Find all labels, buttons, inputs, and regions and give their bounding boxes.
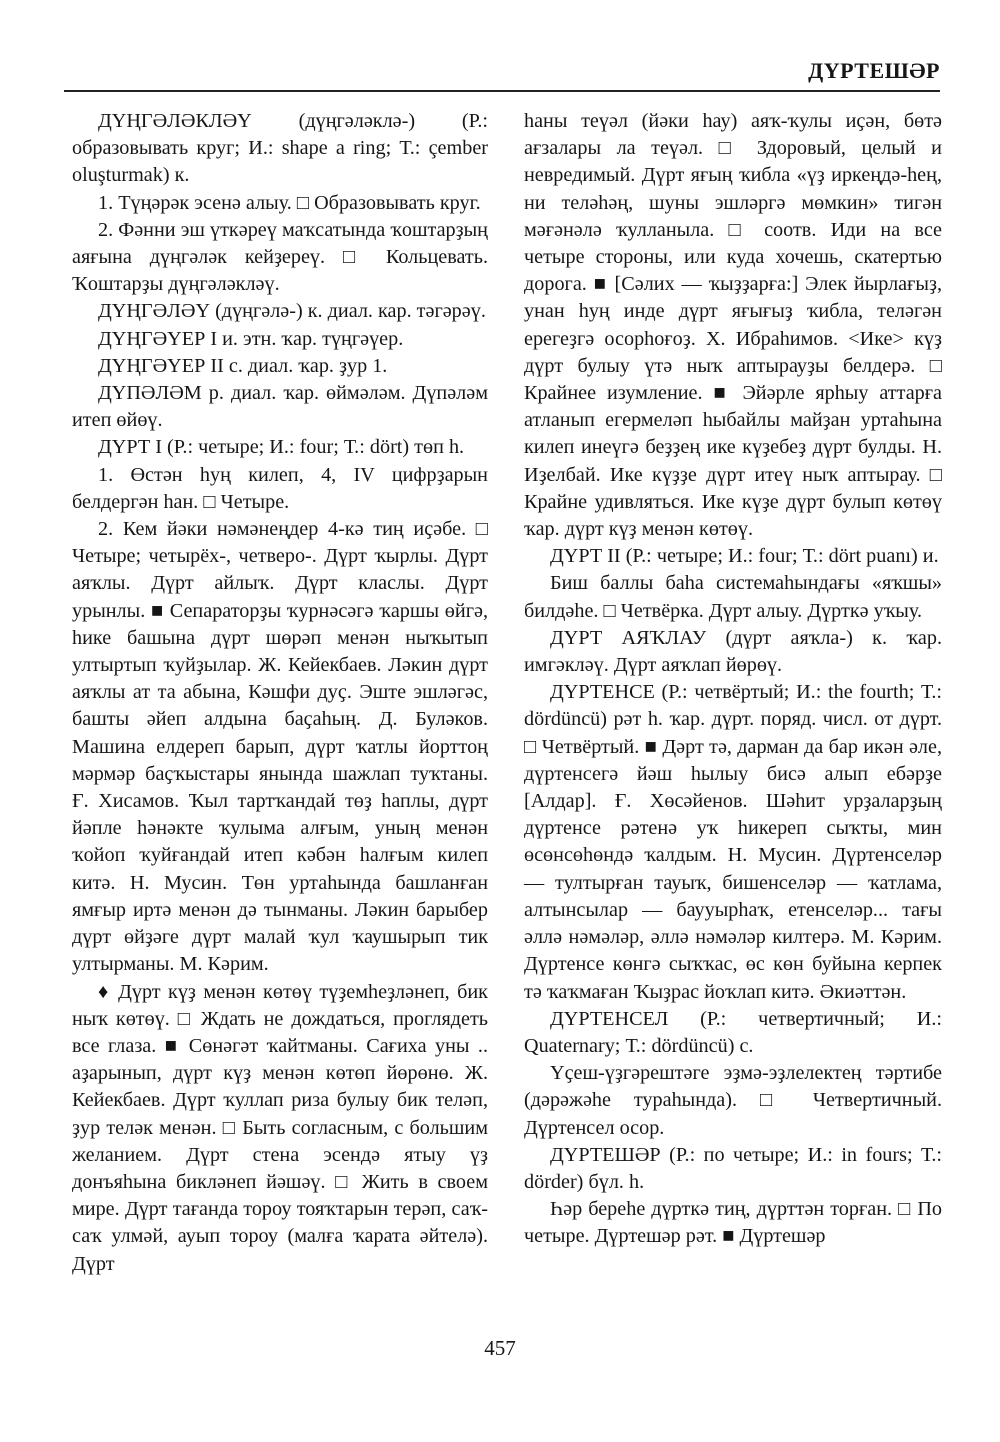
- entry-durt-idioms-cont: һаны теүәл (йәки һау) аяҡ-ҡулы иҫән, бөтә ағзалары ла теүәл. □ Здоровый, целый и невредимый. Дүрт яғың ҡибла «үҙ иркеңдә-һең, ни теләһәң, шуны эшләргә мөмкин» тигән мәғәнәлә ҡулланыла. □ соотв. Иди на все четыре стороны, или куда хочешь, скатертью дорога. ■ [Сәлих — ҡыҙҙарға:] Элек йырлағыҙ, унан һуң инде дүрт яғығыҙ ҡибла, теләгән ерегеҙгә осорһоғоҙ. Х. Ибраһимов. <Ике> күҙ дүрт булыу үтә ныҡ аптырауҙы белдерә. □ Крайнее изумление. ■ Эйәрле ярһыу аттарға атланып егермеләп һыбайлы майҙан уртаһына килеп инеүгә беҙҙең ике күҙебеҙ дүрт булды. Н. Иҙелбай. Ике күҙҙе дүрт итеү ныҡ аптырау. □ Крайне удивляться. Ике күҙе дүрт булып көтөү ҡар. дүрт күҙ менән көтөү.: [524, 110, 942, 541]
- running-headword: ДҮРТЕШӘР: [808, 58, 940, 83]
- entry-durt-1-sense-2: 2. Кем йәки нәмәнеңдер 4-кә тиң иҫәбе. □ Четыре; четырёх-, четверо-. Дүрт ҡырлы. Дүрт аяҡлы. Дүрт айлыҡ. Дүрт класлы. Дүрт урынлы. ■ Сепараторҙы ҡурнәсәгә ҡаршы өйгә, һике башына дүрт шөрәп менән ныҡытып ултыртып ҡуйҙылар. Ж. Кейекбаев. Ләкин дүрт аяҡлы ат та абына, Кәшфи дуҫ. Эште эшләгәс, башты әйеп алдына баҫаһың. Д. Буләков. Машина елдереп барып, дүрт ҡатлы йорттоң мәрмәр баҫҡыстары янында шажлап туҡтаны. Ғ. Хисамов. Ҡыл тартҡандай төҙ һаплы, дүрт йәпле һәнәкте ҡулыма алғым, уның менән ҡойоп ҡуйғандай итеп кәбән һалғым килеп китә. Н. Мусин. Төн уртаһында башланған ямғыр иртә менән дә тынманы. Ләкин барыбер дүрт өйҙәге дүрт малай ҡул ҡаушырып тик ултырманы. М. Кәрим.: [72, 518, 488, 976]
- entry-durt-idioms: ♦ Дүрт күҙ менән көтөү түҙемһеҙләнеп, бик ныҡ көтөү. □ Ждать не дождаться, проглядеть все глаза. ■ Сөнәгәт ҡайтманы. Сағиха уны .. аҙарынып, дүрт күҙ менән көтөп йөрөнө. Ж. Кейекбаев. Дүрт ҡуллап риза булыу бик теләп, ҙур теләк менән. □ Быть согласным, с большим желанием. Дүрт стена эсендә ятыу үҙ донъяһына бикләнеп йәшәү. □ Жить в своем мире. Дүрт тағанда тороу тояҡтарын терәп, саҡ-саҡ улмәй, ауып тороу (малға ҡарата әйтелә). Дүрт: [72, 980, 488, 1275]
- entry-durt-2: ДҮРТ II (Р.: четыре; И.: four; Т.: dört puanı) и.: [550, 545, 939, 568]
- entry-durteshar: ДҮРТЕШӘР (Р.: по четыре; И.: in fours; Т.: dörder) бүл. h.: [524, 1143, 942, 1193]
- entry-durt-ayaklau: ДҮРТ АЯҠЛАУ (дүрт аяҡла-) к. ҡар. имгәкләү. Дүрт аяҡлап йөрөү.: [524, 626, 942, 677]
- entry-durt-1: ДҮРТ I (Р.: четыре; И.: four; Т.: dört) төп h.: [98, 436, 465, 459]
- entry-durtensel: ДҮРТЕНСЕЛ (Р.: четвертичный; И.: Quaternary; Т.: dördüncü) с.: [524, 1007, 942, 1057]
- right-column: [524, 108, 942, 1251]
- page-number: 457: [484, 1336, 516, 1360]
- entry-durtense: ДҮРТЕНСЕ (Р.: четвёртый; И.: the fourth; Т.: dördüncü) рәт h. ҡар. дүрт. поряд. числ. от дүрт. □ Четвёртый. ■ Дәрт тә, дарман да бар икән әле, дүртенсегә йәш һылыу бисә алып ебәрҙе [Алдар]. Ғ. Хөсәйенов. Шәһит урҙаларҙың дүртенсе рәтенә уҡ һикереп сыҡты, мин өсөнсөһөндә ҡалдым. Н. Мусин. Дүртенселәр — тултырған тауыҡ, бишенселәр — ҡатлама, алтынсылар — баууырһаҡ, етенселәр... тағы әллә нәмәләр, әллә нәмәләр килтерә. М. Кәрим. Дүртенсе көнгә сыҡҡас, өс көн буйына керпек тә ҡаҡмаған Ҡыҙрас йоҡлап китә. Әкиәттән.: [524, 681, 942, 1003]
- entry-dupalam: ДҮПӘЛӘМ р. диал. ҡар. өймәләм. Дүпәләм итеп өйөү.: [72, 382, 488, 432]
- entry-dungauyer-1: ДҮҢГӘҮЕР I и. этн. ҡар. түңгәүер.: [98, 327, 404, 350]
- entry-dungauyer-2: ДҮҢГӘҮЕР II с. диал. ҡар. ҙур 1.: [98, 354, 388, 377]
- entry-dungalaklau-sense-2: 2. Фәнни эш үткәреү маҡсатында ҡоштарҙың аяғына дүңгәләк кейҙереү. □ Кольцевать. Ҡоштарҙы дүңгәләкләү.: [72, 218, 488, 296]
- entry-durt-1-sense-1: 1. Өстән һуң килеп, 4, IV цифрҙарын белдергән һан. □ Четыре.: [72, 463, 488, 513]
- running-header: [64, 52, 940, 92]
- entry-dungalaklau-sense-1: 1. Түңәрәк эсенә алыу. □ Образовывать круг.: [98, 191, 481, 214]
- entry-durtensel-sense: Үҫеш-үҙгәрештәге эҙмә-эҙлелектең тәртибе (дәрәжәһе тураһында). □ Четвертичный. Дүртенсел осор.: [524, 1062, 942, 1139]
- left-column: [72, 108, 488, 1278]
- entry-dungalaklau: ДҮҢГӘЛӘКЛӘҮ (дүңгәләклә-) (Р.: образовывать круг; И.: shape a ring; Т.: çember oluşturmak) к.: [72, 110, 488, 187]
- entry-dungalau: ДҮҢГӘЛӘҮ (дүңгәлә-) к. диал. кар. тәгәрәү.: [98, 300, 486, 323]
- entry-durt-2-sense: Биш баллы баһа системаһындағы «яҡшы» билдәһе. □ Четвёрка. Дүрт алыу. Дүрткә уҡыу.: [524, 572, 942, 622]
- entry-durteshar-sense: Һәр береһе дүрткә тиң, дүрттән торған. □ По четыре. Дүртешәр рәт. ■ Дүртешәр: [524, 1198, 942, 1248]
